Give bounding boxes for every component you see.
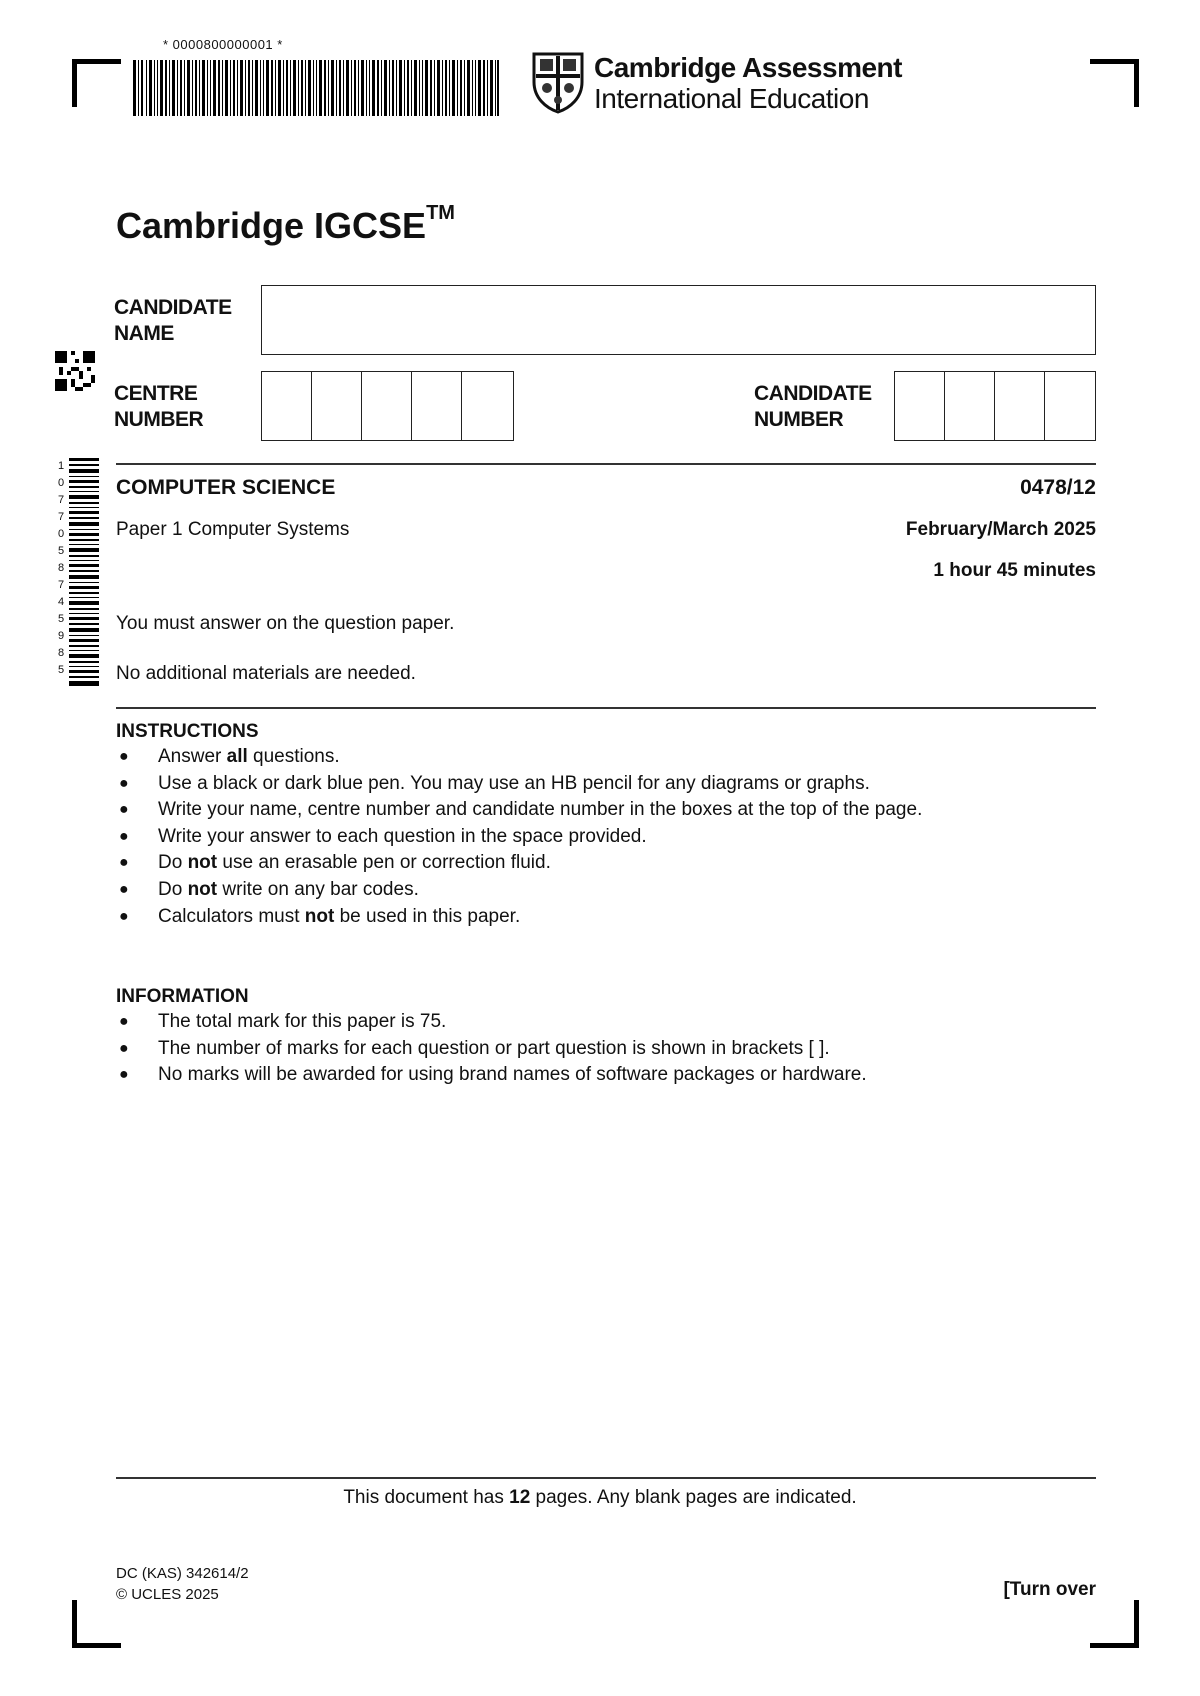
bullet-icon: ●	[119, 774, 129, 792]
answer-note: You must answer on the question paper.	[116, 613, 455, 634]
crop-mark-bottom-right-v	[1134, 1600, 1139, 1648]
exam-duration: 1 hour 45 minutes	[933, 560, 1096, 581]
turn-over: [Turn over	[1003, 1579, 1096, 1600]
label-line: CANDIDATE	[114, 296, 232, 319]
information-text: No marks will be awarded for using brand names of software packages or hardware.	[158, 1064, 867, 1086]
instruction-text: Do	[158, 852, 188, 874]
label-line: NAME	[114, 322, 174, 345]
information-heading: INFORMATION	[116, 986, 249, 1007]
instruction-text: Use a black or dark blue pen. You may use an HB pencil for any diagrams or graphs.	[158, 772, 870, 794]
label-line: CENTRE	[114, 382, 198, 405]
instruction-emphasis: not	[187, 852, 218, 874]
crop-mark-top-right-v	[1134, 59, 1139, 107]
bullet-icon: ●	[119, 854, 129, 872]
crop-mark-bottom-right-h	[1090, 1643, 1139, 1648]
syllabus-code: 0478/12	[1020, 476, 1096, 499]
trademark: TM	[426, 202, 455, 224]
document-code	[116, 1563, 249, 1605]
digit-cell[interactable]	[362, 372, 412, 440]
bullet-icon: ●	[119, 1013, 129, 1030]
instruction-item	[116, 877, 922, 904]
bullet-icon: ●	[119, 1066, 129, 1084]
instruction-text: Answer	[158, 746, 227, 767]
information-text: The total mark for this paper is 75.	[158, 1011, 447, 1032]
bullet-icon: ●	[119, 827, 129, 845]
exam-session: February/March 2025	[905, 519, 1096, 540]
crop-mark-top-left-h	[72, 59, 121, 64]
centre-number-field[interactable]	[261, 371, 514, 441]
information-item	[116, 1009, 867, 1036]
side-barcode	[55, 458, 99, 691]
instruction-item	[116, 850, 922, 877]
crop-mark-bottom-left-v	[72, 1600, 77, 1648]
page-count: 12	[509, 1487, 531, 1508]
page-title	[116, 202, 455, 247]
crop-mark-bottom-left-h	[72, 1643, 121, 1648]
cambridge-logo	[532, 52, 902, 114]
side-barcode-digits: 1077058745985	[57, 460, 65, 676]
bullet-icon: ●	[119, 801, 129, 819]
divider	[116, 1477, 1096, 1479]
instruction-text: Write your answer to each question in the space provided.	[158, 825, 647, 847]
information-text: The number of marks for each question or part question is shown in brackets [ ].	[158, 1037, 830, 1059]
digit-cell[interactable]	[895, 372, 945, 440]
digit-cell[interactable]	[1045, 372, 1095, 440]
dc-code: DC (KAS) 342614/2	[116, 1565, 249, 1582]
candidate-name-field[interactable]	[261, 285, 1096, 355]
subject-title: COMPUTER SCIENCE	[116, 476, 336, 499]
crop-mark-top-right-h	[1090, 59, 1139, 64]
instruction-item	[116, 744, 922, 771]
digit-cell[interactable]	[462, 372, 512, 440]
instruction-item	[116, 771, 922, 798]
note-text: This document has	[343, 1487, 510, 1508]
bullet-icon: ●	[119, 748, 129, 765]
copyright: © UCLES 2025	[116, 1586, 219, 1603]
title-text: Cambridge IGCSE	[116, 205, 427, 246]
bullet-icon: ●	[119, 1039, 129, 1057]
instruction-text: Calculators must	[158, 905, 305, 927]
instruction-item	[116, 824, 922, 851]
candidate-number-label	[754, 381, 872, 433]
materials-note: No additional materials are needed.	[116, 663, 416, 684]
bullet-icon: ●	[119, 907, 129, 925]
candidate-number-field[interactable]	[894, 371, 1096, 441]
instruction-text: Write your name, centre number and candidate number in the boxes at the top of the page.	[158, 799, 923, 821]
top-barcode	[133, 60, 499, 116]
instruction-emphasis: all	[226, 746, 248, 767]
divider	[116, 707, 1096, 709]
instruction-text: Do	[158, 878, 188, 900]
instructions-list	[116, 744, 922, 930]
centre-number-label	[114, 381, 203, 433]
instruction-text: questions.	[247, 746, 340, 767]
instruction-emphasis: not	[187, 878, 218, 900]
digit-cell[interactable]	[995, 372, 1045, 440]
information-item	[116, 1036, 867, 1063]
crop-mark-top-left-v	[72, 59, 77, 107]
note-text: pages. Any blank pages are indicated.	[530, 1487, 857, 1508]
barcode-number: * 0000800000001 *	[163, 37, 283, 52]
label-line: NUMBER	[754, 408, 844, 431]
information-item	[116, 1062, 867, 1089]
logo-line-2: International Education	[594, 83, 869, 114]
label-line: NUMBER	[114, 408, 204, 431]
digit-cell[interactable]	[945, 372, 995, 440]
instruction-item	[116, 797, 922, 824]
instruction-text: be used in this paper.	[334, 905, 521, 927]
shield-icon	[532, 52, 584, 114]
instruction-item	[116, 904, 922, 931]
divider	[116, 463, 1096, 465]
page-count-note	[0, 1487, 1200, 1509]
bullet-icon: ●	[119, 880, 129, 898]
logo-line-1: Cambridge Assessment	[594, 52, 902, 83]
information-list	[116, 1009, 867, 1089]
label-line: CANDIDATE	[754, 382, 872, 405]
candidate-name-label	[114, 295, 232, 347]
paper-title: Paper 1 Computer Systems	[116, 519, 350, 540]
digit-cell[interactable]	[312, 372, 362, 440]
digit-cell[interactable]	[262, 372, 312, 440]
digit-cell[interactable]	[412, 372, 462, 440]
instructions-heading: INSTRUCTIONS	[116, 721, 259, 742]
qr-code	[55, 351, 95, 391]
instruction-emphasis: not	[304, 905, 335, 927]
instruction-text: use an erasable pen or correction fluid.	[217, 852, 551, 874]
instruction-text: write on any bar codes.	[217, 878, 419, 900]
